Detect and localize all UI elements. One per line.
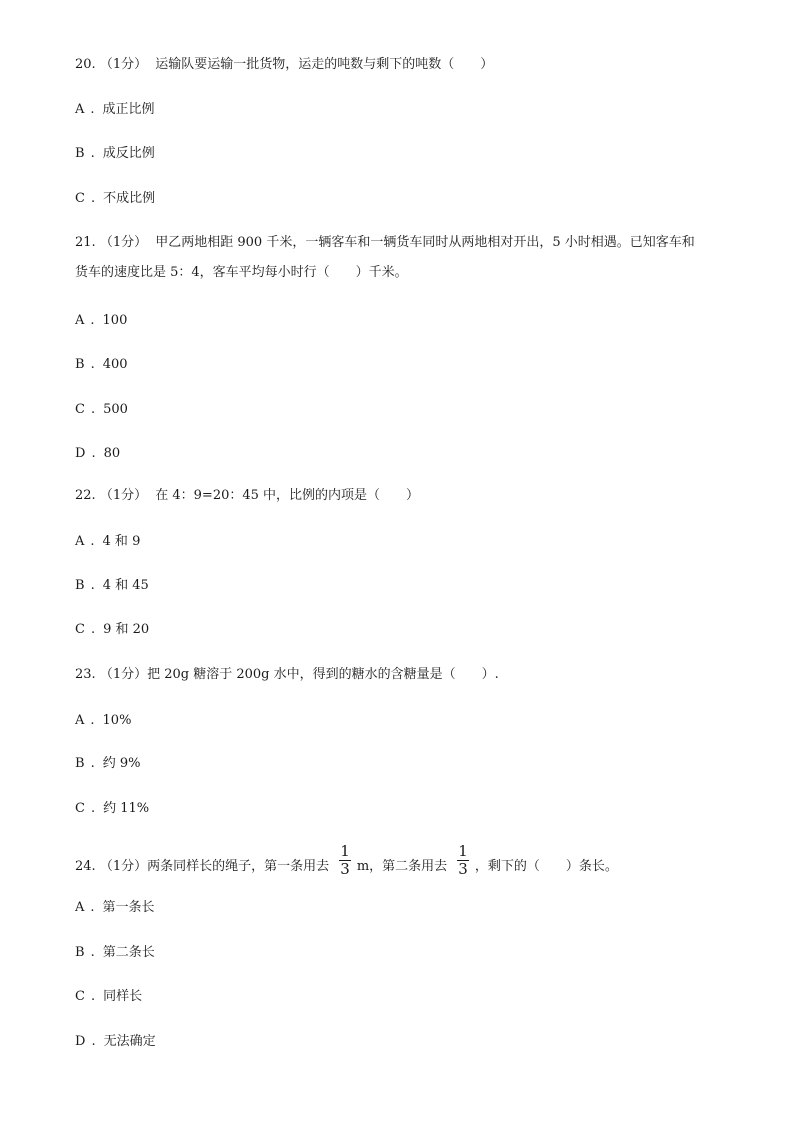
option-text: 第二条长 bbox=[102, 945, 155, 960]
option-letter: C bbox=[75, 622, 85, 637]
option-24-c[interactable] bbox=[75, 988, 142, 1006]
option-21-d[interactable] bbox=[75, 445, 120, 463]
fraction-denominator: 3 bbox=[458, 860, 468, 878]
question-number: 24. bbox=[75, 859, 96, 874]
option-letter: D bbox=[75, 446, 86, 461]
fraction-denominator: 3 bbox=[340, 860, 350, 878]
option-letter: B bbox=[75, 357, 85, 372]
option-separator: . bbox=[90, 578, 95, 593]
option-text: 约 11% bbox=[103, 801, 150, 816]
option-text: 不成比例 bbox=[103, 191, 156, 206]
question-21-continued bbox=[75, 264, 408, 282]
option-letter: C bbox=[75, 801, 85, 816]
option-letter: C bbox=[75, 989, 85, 1004]
option-separator: . bbox=[90, 945, 95, 960]
option-22-c[interactable] bbox=[75, 621, 149, 639]
option-text: 80 bbox=[103, 446, 121, 461]
question-score: （1分） bbox=[99, 859, 148, 874]
option-23-c[interactable] bbox=[75, 800, 149, 818]
option-23-b[interactable] bbox=[75, 755, 140, 773]
option-letter: B bbox=[75, 945, 85, 960]
option-20-c[interactable] bbox=[75, 190, 155, 208]
option-separator: . bbox=[90, 534, 95, 549]
fraction-numerator: 1 bbox=[458, 842, 468, 860]
option-separator: . bbox=[90, 191, 96, 206]
option-letter: D bbox=[75, 1034, 86, 1049]
option-20-b[interactable] bbox=[75, 145, 155, 163]
question-score: （1分） bbox=[99, 488, 148, 503]
question-20 bbox=[75, 56, 493, 74]
option-24-b[interactable] bbox=[75, 944, 155, 962]
option-22-b[interactable] bbox=[75, 577, 149, 595]
question-number: 23. bbox=[75, 667, 96, 682]
option-letter: C bbox=[75, 191, 85, 206]
fraction-one-third bbox=[339, 844, 351, 877]
option-22-a[interactable] bbox=[75, 533, 140, 551]
option-text: 4 和 45 bbox=[102, 578, 149, 593]
option-text: 400 bbox=[102, 357, 128, 372]
question-text: 在 4：9=20：45 中，比例的内项是（ ） bbox=[155, 488, 420, 503]
question-number: 21. bbox=[75, 235, 96, 250]
question-21 bbox=[75, 234, 695, 252]
option-separator: . bbox=[90, 989, 96, 1004]
option-text: 9 和 20 bbox=[103, 622, 150, 637]
option-separator: . bbox=[90, 313, 95, 328]
question-text-part1: 两条同样长的绳子，第一条用去 bbox=[147, 859, 330, 874]
question-23 bbox=[75, 666, 499, 684]
option-text: 4 和 9 bbox=[102, 534, 141, 549]
question-score: （1分） bbox=[99, 667, 148, 682]
option-24-a[interactable] bbox=[75, 899, 155, 917]
option-separator: . bbox=[90, 357, 95, 372]
option-text: 同样长 bbox=[103, 989, 143, 1004]
option-letter: A bbox=[75, 534, 85, 549]
question-text-part3: ，剩下的（ ）条长。 bbox=[474, 859, 618, 874]
question-24 bbox=[75, 842, 618, 883]
option-21-a[interactable] bbox=[75, 312, 127, 330]
option-separator: . bbox=[90, 801, 96, 816]
question-text-line2: 货车的速度比是 5：4，客车平均每小时行（ ）千米。 bbox=[75, 265, 408, 280]
option-separator: . bbox=[90, 622, 96, 637]
question-number: 20. bbox=[75, 57, 96, 72]
option-20-a[interactable] bbox=[75, 101, 155, 119]
option-text: 第一条长 bbox=[102, 900, 155, 915]
question-text: 把 20g 糖溶于 200g 水中，得到的糖水的含糖量是（ ）. bbox=[147, 667, 499, 682]
option-letter: B bbox=[75, 578, 85, 593]
option-24-d[interactable] bbox=[75, 1033, 156, 1051]
option-separator: . bbox=[91, 446, 96, 461]
option-letter: B bbox=[75, 146, 85, 161]
question-score: （1分） bbox=[99, 235, 148, 250]
option-separator: . bbox=[90, 900, 95, 915]
option-letter: A bbox=[75, 900, 85, 915]
option-21-b[interactable] bbox=[75, 356, 128, 374]
option-separator: . bbox=[90, 402, 96, 417]
option-text: 约 9% bbox=[102, 756, 141, 771]
option-separator: . bbox=[90, 102, 95, 117]
question-22 bbox=[75, 487, 419, 505]
question-text-part2: m，第二条用去 bbox=[356, 859, 448, 874]
question-score: （1分） bbox=[99, 57, 148, 72]
fraction-numerator: 1 bbox=[340, 842, 350, 860]
option-separator: . bbox=[90, 146, 95, 161]
option-text: 10% bbox=[102, 713, 132, 728]
option-separator: . bbox=[90, 713, 95, 728]
option-letter: C bbox=[75, 402, 85, 417]
question-text-line1: 甲乙两地相距 900 千米，一辆客车和一辆货车同时从两地相对开出，5 小时相遇。已知客车和 bbox=[155, 235, 695, 250]
option-letter: B bbox=[75, 756, 85, 771]
option-letter: A bbox=[75, 713, 85, 728]
question-text: 运输队要运输一批货物，运走的吨数与剩下的吨数（ ） bbox=[155, 57, 494, 72]
option-text: 成反比例 bbox=[102, 146, 155, 161]
option-text: 100 bbox=[102, 313, 128, 328]
option-text: 500 bbox=[103, 402, 128, 417]
option-separator: . bbox=[90, 756, 95, 771]
option-text: 成正比例 bbox=[102, 102, 155, 117]
option-letter: A bbox=[75, 313, 85, 328]
fraction-one-third bbox=[457, 844, 469, 877]
option-21-c[interactable] bbox=[75, 401, 128, 419]
question-number: 22. bbox=[75, 488, 96, 503]
option-text: 无法确定 bbox=[103, 1034, 156, 1049]
option-separator: . bbox=[91, 1034, 96, 1049]
option-letter: A bbox=[75, 102, 85, 117]
option-23-a[interactable] bbox=[75, 712, 131, 730]
